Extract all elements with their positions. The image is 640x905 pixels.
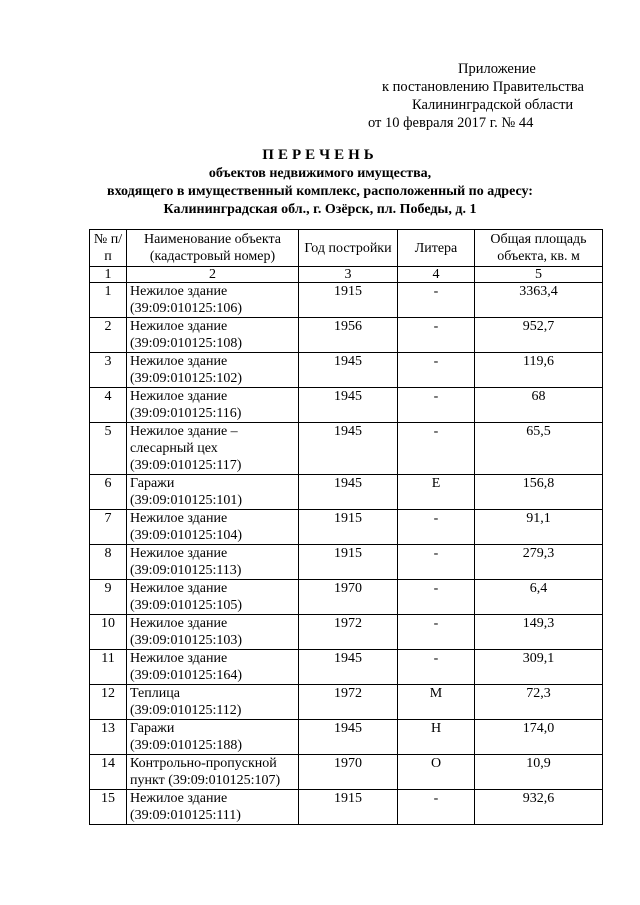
liter: - xyxy=(398,283,475,318)
table-row xyxy=(90,720,603,755)
construction-year: 1945 xyxy=(299,475,398,510)
cadastral-number: (39:09:010125:117) xyxy=(130,458,242,473)
object-name-cell xyxy=(127,475,299,510)
appendix-line-3: Калининградской области xyxy=(412,97,574,113)
total-area: 279,3 xyxy=(475,545,603,580)
construction-year: 1915 xyxy=(299,790,398,825)
object-name: Нежилое здание xyxy=(130,319,228,334)
liter: - xyxy=(398,580,475,615)
total-area: 156,8 xyxy=(475,475,603,510)
table-body xyxy=(90,283,603,825)
construction-year: 1945 xyxy=(299,353,398,388)
header-name: Наименование объекта (кадастровый номер) xyxy=(127,230,299,267)
cadastral-number: (39:09:010125:101) xyxy=(130,493,242,508)
column-number: 5 xyxy=(475,267,603,283)
total-area: 309,1 xyxy=(475,650,603,685)
construction-year: 1915 xyxy=(299,545,398,580)
objects-table xyxy=(89,229,603,825)
heading-line-2: входящего в имущественный комплекс, расположенный по адресу: xyxy=(107,184,533,199)
heading-line-1: объектов недвижимого имущества, xyxy=(208,166,432,181)
table-row xyxy=(90,545,603,580)
construction-year: 1956 xyxy=(299,318,398,353)
construction-year: 1945 xyxy=(299,388,398,423)
total-area: 149,3 xyxy=(475,615,603,650)
cadastral-number: (39:09:010125:106) xyxy=(130,301,242,316)
row-number: 3 xyxy=(90,353,127,388)
object-name: Гаражи xyxy=(130,476,175,491)
header-num: № п/п xyxy=(90,230,127,267)
cadastral-number: пункт (39:09:010125:107) xyxy=(130,773,281,788)
liter: М xyxy=(398,685,475,720)
construction-year: 1945 xyxy=(299,720,398,755)
object-name-cont: слесарный цех xyxy=(130,441,218,456)
document-heading xyxy=(0,146,640,219)
construction-year: 1915 xyxy=(299,510,398,545)
total-area: 91,1 xyxy=(475,510,603,545)
table-row xyxy=(90,283,603,318)
table-row xyxy=(90,615,603,650)
row-number: 5 xyxy=(90,423,127,475)
table-row xyxy=(90,580,603,615)
object-name: Нежилое здание xyxy=(130,284,228,299)
total-area: 6,4 xyxy=(475,580,603,615)
cadastral-number: (39:09:010125:188) xyxy=(130,738,242,753)
row-number: 11 xyxy=(90,650,127,685)
construction-year: 1945 xyxy=(299,650,398,685)
construction-year: 1970 xyxy=(299,755,398,790)
object-name: Теплица xyxy=(130,686,180,701)
row-number: 8 xyxy=(90,545,127,580)
object-name-cell xyxy=(127,353,299,388)
row-number: 7 xyxy=(90,510,127,545)
total-area: 952,7 xyxy=(475,318,603,353)
liter: - xyxy=(398,545,475,580)
construction-year: 1972 xyxy=(299,685,398,720)
cadastral-number: (39:09:010125:164) xyxy=(130,668,242,683)
construction-year: 1972 xyxy=(299,615,398,650)
object-name-cell xyxy=(127,685,299,720)
row-number: 6 xyxy=(90,475,127,510)
object-name-cell xyxy=(127,545,299,580)
total-area: 119,6 xyxy=(475,353,603,388)
construction-year: 1945 xyxy=(299,423,398,475)
construction-year: 1970 xyxy=(299,580,398,615)
table-row xyxy=(90,755,603,790)
table-row xyxy=(90,318,603,353)
header-liter: Литера xyxy=(398,230,475,267)
table-row xyxy=(90,650,603,685)
appendix-line-4: от 10 февраля 2017 г. № 44 xyxy=(368,115,534,131)
liter: - xyxy=(398,615,475,650)
cadastral-number: (39:09:010125:116) xyxy=(130,406,242,421)
column-number: 4 xyxy=(398,267,475,283)
total-area: 932,6 xyxy=(475,790,603,825)
row-number: 9 xyxy=(90,580,127,615)
object-name: Гаражи xyxy=(130,721,175,736)
total-area: 10,9 xyxy=(475,755,603,790)
liter: - xyxy=(398,510,475,545)
cadastral-number: (39:09:010125:111) xyxy=(130,808,241,823)
construction-year: 1915 xyxy=(299,283,398,318)
row-number: 2 xyxy=(90,318,127,353)
table-row xyxy=(90,475,603,510)
object-name: Нежилое здание xyxy=(130,581,228,596)
object-name: Нежилое здание xyxy=(130,389,228,404)
table-row xyxy=(90,353,603,388)
object-name-cell xyxy=(127,283,299,318)
object-name-cell xyxy=(127,423,299,475)
column-number: 2 xyxy=(127,267,299,283)
cadastral-number: (39:09:010125:104) xyxy=(130,528,242,543)
object-name: Нежилое здание xyxy=(130,791,228,806)
cadastral-number: (39:09:010125:108) xyxy=(130,336,242,351)
object-name: Нежилое здание xyxy=(130,546,228,561)
object-name: Контрольно-пропускной xyxy=(130,756,277,771)
cadastral-number: (39:09:010125:105) xyxy=(130,598,242,613)
row-number: 10 xyxy=(90,615,127,650)
object-name-cell xyxy=(127,650,299,685)
row-number: 15 xyxy=(90,790,127,825)
row-number: 4 xyxy=(90,388,127,423)
object-name-cell xyxy=(127,720,299,755)
liter: Е xyxy=(398,475,475,510)
heading-line-3: Калининградская обл., г. Озёрск, пл. Победы, д. 1 xyxy=(163,202,477,217)
column-number: 3 xyxy=(299,267,398,283)
cadastral-number: (39:09:010125:113) xyxy=(130,563,242,578)
object-name-cell xyxy=(127,318,299,353)
row-number: 12 xyxy=(90,685,127,720)
appendix-line-2: к постановлению Правительства xyxy=(382,79,584,95)
header-area: Общая площадь объекта, кв. м xyxy=(475,230,603,267)
liter: - xyxy=(398,650,475,685)
column-number-row xyxy=(90,267,603,283)
liter: - xyxy=(398,318,475,353)
cadastral-number: (39:09:010125:103) xyxy=(130,633,242,648)
total-area: 3363,4 xyxy=(475,283,603,318)
total-area: 72,3 xyxy=(475,685,603,720)
liter: О xyxy=(398,755,475,790)
object-name-cell xyxy=(127,580,299,615)
table-header-row xyxy=(90,230,603,267)
liter: Н xyxy=(398,720,475,755)
liter: - xyxy=(398,353,475,388)
table-row xyxy=(90,685,603,720)
object-name-cell xyxy=(127,755,299,790)
table-row xyxy=(90,388,603,423)
object-name: Нежилое здание xyxy=(130,651,228,666)
header-year: Год постройки xyxy=(299,230,398,267)
cadastral-number: (39:09:010125:102) xyxy=(130,371,242,386)
object-name: Нежилое здание xyxy=(130,354,228,369)
total-area: 65,5 xyxy=(475,423,603,475)
liter: - xyxy=(398,790,475,825)
total-area: 68 xyxy=(475,388,603,423)
row-number: 13 xyxy=(90,720,127,755)
row-number: 14 xyxy=(90,755,127,790)
liter: - xyxy=(398,423,475,475)
appendix-line-1: Приложение xyxy=(458,61,536,77)
table-row xyxy=(90,423,603,475)
table-row xyxy=(90,790,603,825)
total-area: 174,0 xyxy=(475,720,603,755)
table-row xyxy=(90,510,603,545)
appendix-block xyxy=(330,60,600,132)
object-name: Нежилое здание xyxy=(130,511,228,526)
object-name: Нежилое здание – xyxy=(130,424,238,439)
object-name-cell xyxy=(127,615,299,650)
liter: - xyxy=(398,388,475,423)
cadastral-number: (39:09:010125:112) xyxy=(130,703,242,718)
object-name-cell xyxy=(127,388,299,423)
row-number: 1 xyxy=(90,283,127,318)
column-number: 1 xyxy=(90,267,127,283)
document-title: ПЕРЕЧЕНЬ xyxy=(262,147,378,163)
object-name-cell xyxy=(127,510,299,545)
object-name-cell xyxy=(127,790,299,825)
object-name: Нежилое здание xyxy=(130,616,228,631)
